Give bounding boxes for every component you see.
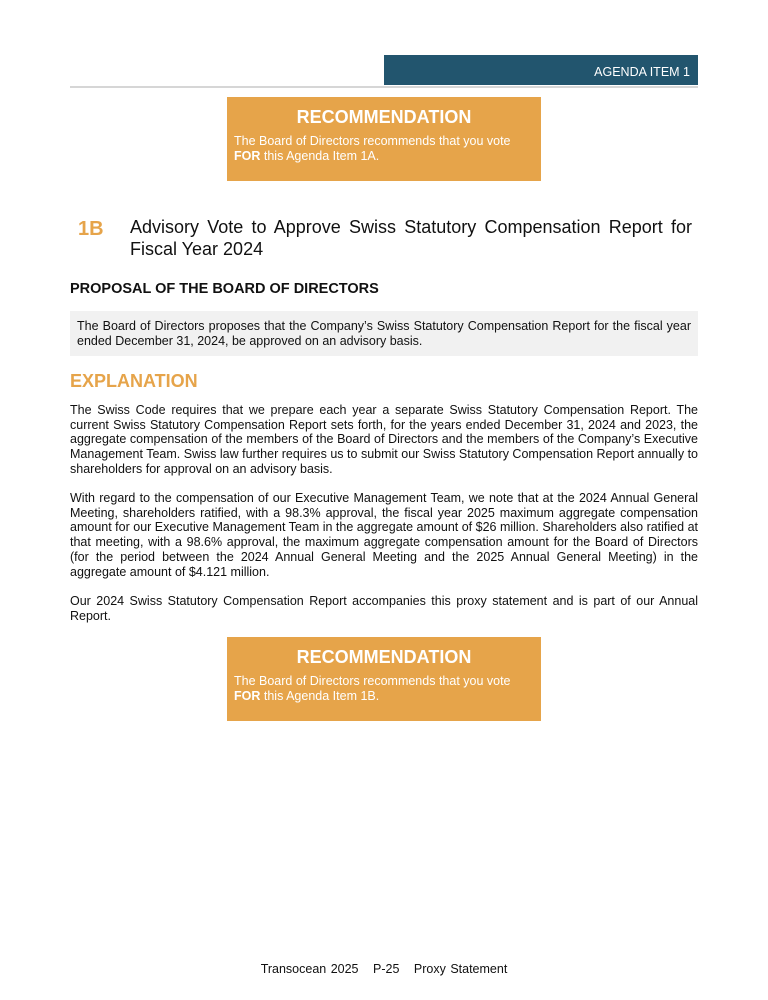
recommendation-box-1a	[227, 97, 541, 181]
recommendation-title: RECOMMENDATION	[296, 647, 472, 667]
proposal-heading: PROPOSAL OF THE BOARD OF DIRECTORS	[70, 281, 379, 297]
footer-document: Proxy Statement	[413, 962, 508, 976]
item-title: Advisory Vote to Approve Swiss Statutory Compensation Report for Fiscal Year 2024	[130, 217, 692, 259]
explanation-paragraph: Our 2024 Swiss Statutory Compensation Report accompanies this proxy statement and is part of our Annual Report.	[70, 594, 698, 623]
recommendation-title: RECOMMENDATION	[296, 107, 472, 127]
section-header-bar	[384, 55, 698, 85]
footer-page-number: P-25	[373, 962, 400, 976]
section-label: AGENDA ITEM 1	[594, 65, 690, 79]
explanation-paragraph: With regard to the compensation of our Executive Management Team, we note that at the 2024 Annual General Meeting, shareholders ratified, with a 98.3% approval, the fiscal year 2025 maximum aggregate compensation amount for our Executive Management Team in the aggregate amount of $26 million. Shareholders also ratified at that meeting, with a 98.6% approval, the maximum aggregate compensation amount for the Board of Directors (for the period between the 2024 Annual General Meeting and the 2025 Annual General Meeting) in the aggregate amount of $4.121 million.	[70, 491, 698, 579]
recommendation-text: The Board of Directors recommends that you vote FOR this Agenda Item 1B.	[234, 674, 511, 703]
item-number: 1B	[78, 218, 104, 240]
header-divider	[70, 86, 698, 88]
page-footer	[0, 962, 768, 976]
explanation-heading: EXPLANATION	[70, 371, 198, 391]
footer-company: Transocean 2025	[260, 962, 359, 976]
proposal-box: The Board of Directors proposes that the Company’s Swiss Statutory Compensation Report for the fiscal year ended December 31, 2024, be approved on an advisory basis.	[70, 311, 698, 356]
explanation-paragraph: The Swiss Code requires that we prepare each year a separate Swiss Statutory Compensation Report. The current Swiss Statutory Compensation Report sets forth, for the years ended December 31, 2024 and 2023, the aggregate compensation of the members of the Board of Directors and the members of the Company’s Executive Management Team. Swiss law further requires us to submit our Swiss Statutory Compensation Report annually to shareholders for approval on an advisory basis.	[70, 403, 698, 476]
recommendation-box-1b	[227, 637, 541, 721]
recommendation-text: The Board of Directors recommends that you vote FOR this Agenda Item 1A.	[234, 134, 511, 163]
